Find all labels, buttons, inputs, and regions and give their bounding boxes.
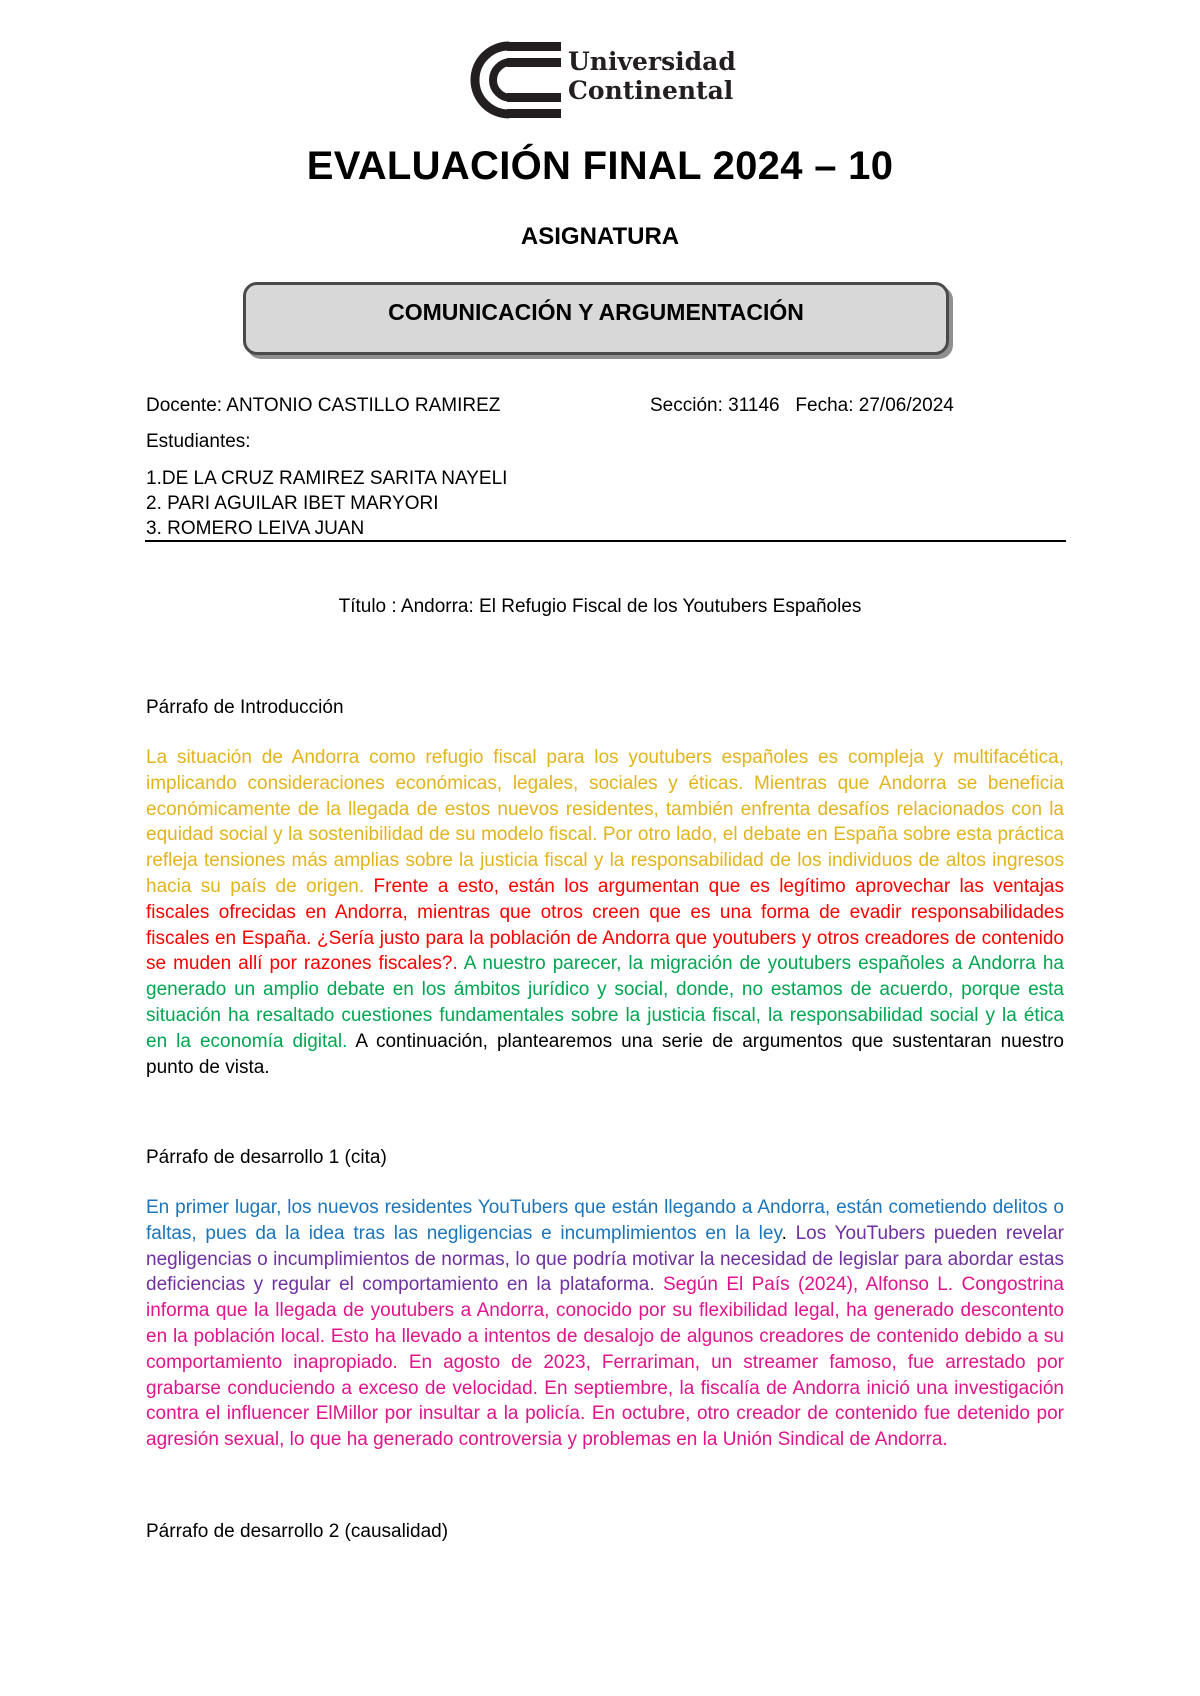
dev2-heading: Párrafo de desarrollo 2 (causalidad) [146,1521,449,1542]
student-item: 2. PARI AGUILAR IBET MARYORI [146,493,439,514]
intro-segment: A continuación, plantearemos una serie de argumentos que sustentaran nuestro punto de vista. [146,1030,1064,1078]
intro-segment: Frente a esto, están los argumentan que es legítimo aprovechar las ventajas fiscales ofrecidas en Andorra, mientras que otros creen que es una forma de evadir responsabilidades fiscales en España. ¿Sería justo para la población de Andorra que youtubers y otros creadores de contenido se muden allí por razones fiscales?. [146,875,1064,975]
exam-title: EVALUACIÓN FINAL 2024 – 10 [306,144,894,188]
dev1-paragraph [146,1195,1064,1453]
logo-line-2: Continental [568,76,734,105]
divider [145,540,1066,542]
logo-line-1: Universidad [568,47,736,76]
student-item: 1.DE LA CRUZ RAMIREZ SARITA NAYELI [146,468,508,489]
dev1-segment: Según El País (2024), Alfonso L. Congostrina informa que la llegada de youtubers a Andorra, conocido por su flexibilidad legal, ha generado descontento en la población local. Esto ha llevado a intentos de desalojo de algunos creadores de contenido debido a su comportamiento inapropiado. En agosto de 2023, Ferrariman, un streamer famoso, fue arrestado por grabarse conduciendo a exceso de velocidad. En septiembre, la fiscalía de Andorra inició una investigación contra el influencer ElMillor por insultar a la policía. En octubre, otro creador de contenido fue detenido por agresión sexual, lo que ha generado controversia y problemas en la Unión Sindical de Andorra. [146,1274,1064,1451]
intro-heading: Párrafo de Introducción [146,697,344,718]
dev1-segment: Los YouTubers pueden revelar negligencias o incumplimientos de normas, lo que podría motivar la necesidad de legislar para abordar estas deficiencias y regular el comportamiento en la plataforma. [146,1222,1064,1296]
subject-label: ASIGNATURA [520,223,680,250]
dev1-segment: En primer lugar, los nuevos residentes YouTubers que están llegando a Andorra, están cometiendo delitos o faltas, pues da la idea tras las negligencias e incumplimientos en la ley [146,1197,1064,1244]
seccion-fecha-line: Sección: 31146 Fecha: 27/06/2024 [650,395,954,416]
intro-segment: La situación de Andorra como refugio fiscal para los youtubers españoles es compleja y multifacética, implicando consideraciones económicas, legales, sociales y éticas. Mientras que Andorra se beneficia económicamente de la llegada de estos nuevos residentes, también enfrenta desafíos relacionados con la equidad social y la sostenibilidad de su modelo fiscal. Por otro lado, el debate en España sobre esta práctica refleja tensiones más amplias sobre la justicia fiscal y la responsabilidad de los individuos de altos ingresos hacia su país de origen. [146,747,1064,897]
student-item: 3. ROMERO LEIVA JUAN [146,518,365,539]
subject-name: COMUNICACIÓN Y ARGUMENTACIÓN [388,299,804,325]
essay-title: Título : Andorra: El Refugio Fiscal de los Youtubers Españoles [338,596,862,617]
university-logo-text [568,47,736,105]
dev1-segment: . [781,1222,796,1244]
intro-paragraph [146,745,1064,1080]
subject-box [243,282,949,355]
estudiantes-label: Estudiantes: [146,431,251,452]
dev1-heading: Párrafo de desarrollo 1 (cita) [146,1147,387,1168]
docente-line: Docente: ANTONIO CASTILLO RAMIREZ [146,395,501,416]
intro-segment: A nuestro parecer, la migración de youtubers españoles a Andorra ha generado un amplio debate en los ámbitos jurídico y social, donde, no estamos de acuerdo, porque esta situación ha resaltado cuestiones fundamentales sobre la justicia fiscal, la responsabilidad social y la ética en la economía digital. [146,953,1064,1052]
